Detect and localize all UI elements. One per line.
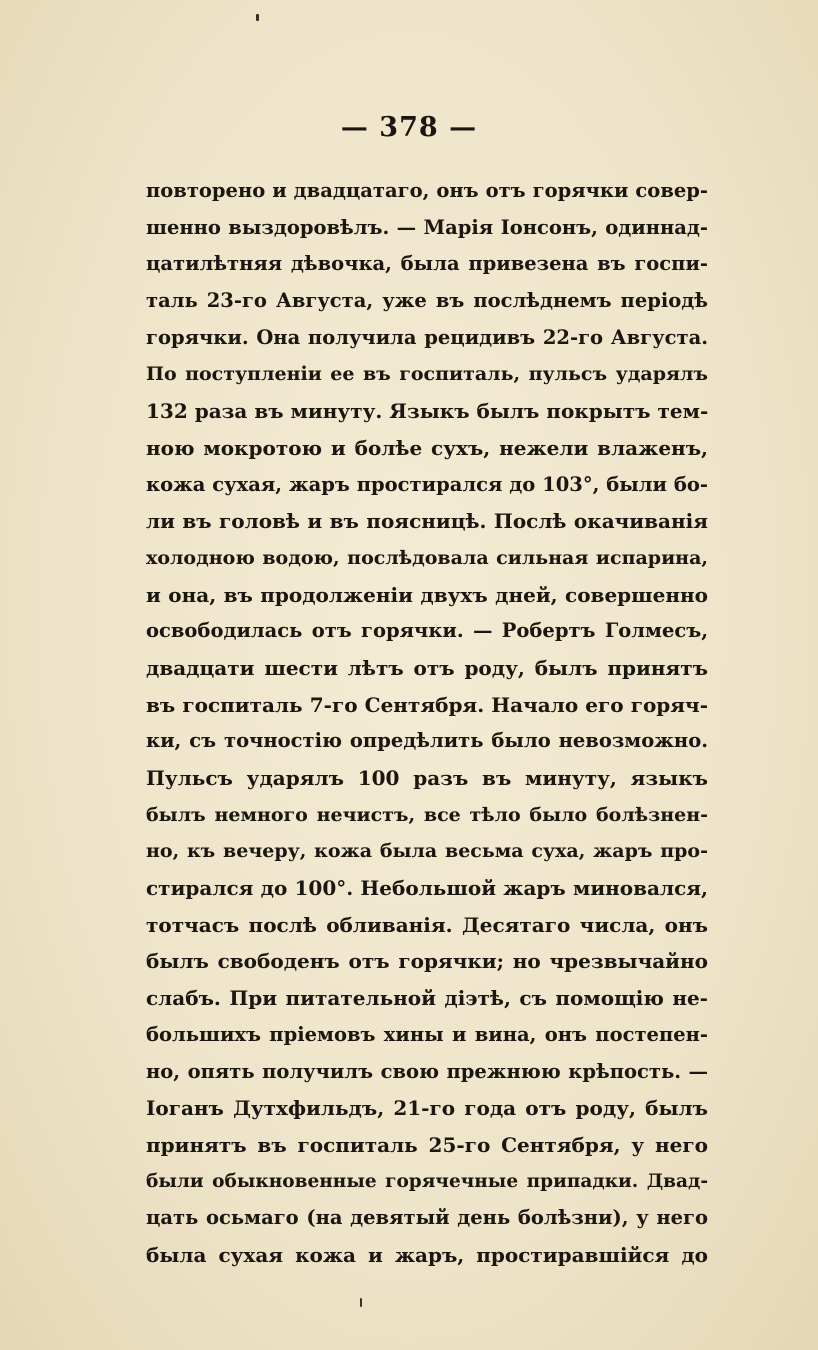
body-text <box>146 173 708 1274</box>
text-line: были обыкновенные горячечные припадки. Двад- <box>146 1170 708 1192</box>
text-line: цатилѣтняя дѣвочка, была привезена въ госпи- <box>146 252 708 276</box>
text-line: повторено и двадцатаго, онъ отъ горячки совер- <box>146 179 708 202</box>
text-line: освободилась отъ горячки. — Робертъ Голмесъ, <box>146 619 708 643</box>
text-line: стирался до 100°. Небольшой жаръ миновался, <box>146 876 708 901</box>
text-line: Іоганъ Дутхфильдъ, 21-го года отъ роду, былъ <box>146 1096 708 1121</box>
page-number: — 378 — <box>340 112 478 143</box>
text-line: 132 раза въ минуту. Языкъ былъ покрытъ тем- <box>146 399 708 424</box>
text-line: ки, съ точностію опредѣлить было невозможно. <box>146 729 708 753</box>
text-line: въ госпиталь 7-го Сентября. Начало его горяч- <box>146 692 708 717</box>
text-line: двадцати шести лѣтъ отъ роду, былъ принятъ <box>146 655 708 680</box>
text-line: былъ свободенъ отъ горячки; но чрезвычайно <box>146 949 708 974</box>
text-line: таль 23-го Августа, уже въ послѣднемъ періодѣ <box>146 289 708 313</box>
text-line: По поступленіи ее въ госпиталь, пульсъ ударялъ <box>146 363 708 386</box>
text-line: ною мокротою и болѣе сухъ, нежели влаженъ, <box>146 435 708 460</box>
text-line: ли въ головѣ и въ поясницѣ. Послѣ окачиванія <box>146 509 708 534</box>
text-line: и она, въ продолженіи двухъ дней, совершенно <box>146 582 708 607</box>
text-line: Пульсъ ударялъ 100 разъ въ минуту, языкъ <box>146 766 708 790</box>
text-line: былъ немного нечистъ, все тѣло было болѣзнен- <box>146 803 708 826</box>
text-line: тотчасъ послѣ обливанія. Десятаго числа, онъ <box>146 912 708 937</box>
ink-speck <box>256 14 259 21</box>
text-line: цать осьмаго (на девятый день болѣзни), у него <box>146 1206 708 1230</box>
ink-speck <box>360 1298 362 1307</box>
text-line: слабъ. При питательной діэтѣ, съ помощію не- <box>146 986 708 1011</box>
text-line: принятъ въ госпиталь 25-го Сентября, у него <box>146 1132 708 1157</box>
text-line: горячки. Она получила рецидивъ 22-го Августа. <box>146 325 708 349</box>
text-line: но, опять получилъ свою прежнюю крѣпость. — <box>146 1059 708 1083</box>
text-line: кожа сухая, жаръ простирался до 103°, были бо- <box>146 472 708 496</box>
text-line: шенно выздоровѣлъ. — Марія Іонсонъ, одиннад- <box>146 215 708 239</box>
text-line: большихъ пріемовъ хины и вина, онъ постепен- <box>146 1022 708 1046</box>
text-line: была сухая кожа и жаръ, простиравшійся до <box>146 1242 708 1267</box>
text-line: но, къ вечеру, кожа была весьма суха, жаръ про- <box>146 840 708 863</box>
text-line: холодною водою, послѣдовала сильная испарина, <box>146 546 708 569</box>
